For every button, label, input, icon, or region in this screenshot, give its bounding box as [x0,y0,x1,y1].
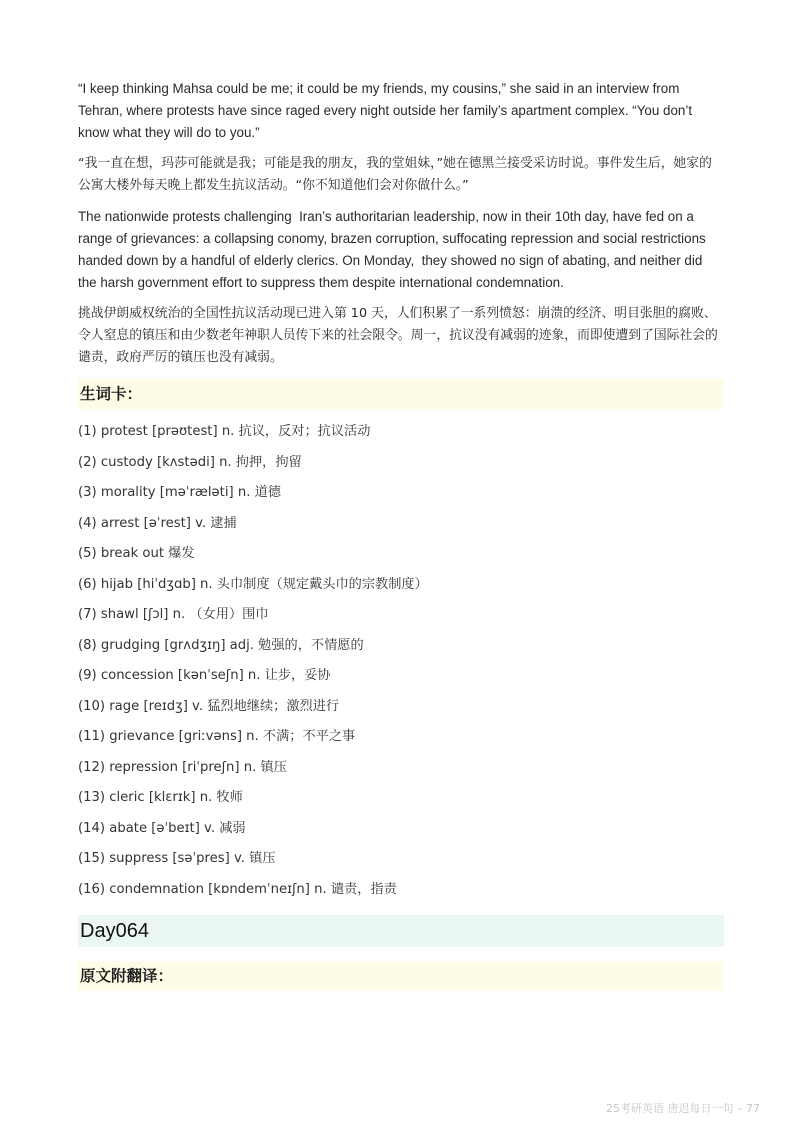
document-body [78,78,722,999]
vocab-item: (9) concession [kənˈseʃn] n. 让步，妥协 [78,668,331,683]
vocab-item: (2) custody [kʌstədi] n. 拘押，拘留 [78,454,302,470]
vocab-item: (1) protest [prəʊtest] n. 抗议，反对；抗议活动 [78,424,371,439]
vocab-item: (12) repression [riˈpreʃn] n. 镇压 [78,759,287,775]
vocab-item: (10) rage [reɪdʒ] v. 猛烈地继续；激烈进行 [78,698,340,714]
vocab-item: (13) cleric [klɛrɪk] n. 牧师 [78,790,243,805]
vocab-item: (11) grievance [griːvəns] n. 不满；不平之事 [78,729,356,744]
vocab-card-heading: 生词卡： [78,379,724,409]
paragraph-protests-en: The nationwide protests challenging Iran’s authoritarian leadership, now in their 10th day, have fed on a range of grievances: a collapsing conomy, brazen corruption, suffocating repression and social restrictions handed down by a handful of elderly clerics. On Monday, they showed no sign of abating, and neither did the harsh government effort to suppress them despite international condemnation. [78,209,710,290]
vocab-item: (7) shawl [ʃɔl] n. （女用）围巾 [78,607,269,622]
vocab-item: (15) suppress [səˈpres] v. 镇压 [78,851,276,866]
vocab-item: (6) hijab [hiˈdʒɑb] n. 头巾制度（规定戴头巾的宗教制度） [78,576,428,592]
vocab-item: (3) morality [məˈræləti] n. 道德 [78,485,281,500]
original-text-heading: 原文附翻译： [78,961,724,991]
paragraph-protests-zh: 挑战伊朗威权统治的全国性抗议活动现已进入第 10 天，人们积累了一系列愤怒：崩溃的经济、明目张胆的腐败、令人窒息的镇压和由少数老年神职人员传下来的社会限令。周一，抗议没有减弱的迹象，而即使遭到了国际社会的谴责，政府严厉的镇压也没有减弱。 [78,306,718,365]
day-heading: Day064 [78,915,724,947]
vocab-item: (8) grudging [grʌdʒɪŋ] adj. 勉强的，不情愿的 [78,637,364,653]
vocab-item: (16) condemnation [kɒndemˈneɪʃn] n. 谴责，指责 [78,881,397,897]
vocab-item: (14) abate [əˈbeɪt] v. 减弱 [78,820,246,836]
page-footer: 25考研英语 唐迟每日一句 – 77 [606,1102,760,1115]
vocab-list [78,417,722,905]
paragraph-quote-en: “I keep thinking Mahsa could be me; it could be my friends, my cousins,” she said in an interview from Tehran, where protests have since raged every night outside her family’s apartment complex. “You don’t know what they will do to you.” [78,81,696,140]
paragraph-quote-zh: “我一直在想，玛莎可能就是我；可能是我的朋友，我的堂姐妹，”她在德黑兰接受采访时说。事件发生后，她家的公寓大楼外每天晚上都发生抗议活动。“你不知道他们会对你做什么。” [78,156,712,193]
vocab-item: (4) arrest [əˈrest] v. 逮捕 [78,515,237,531]
vocab-item: (5) break out 爆发 [78,546,195,561]
